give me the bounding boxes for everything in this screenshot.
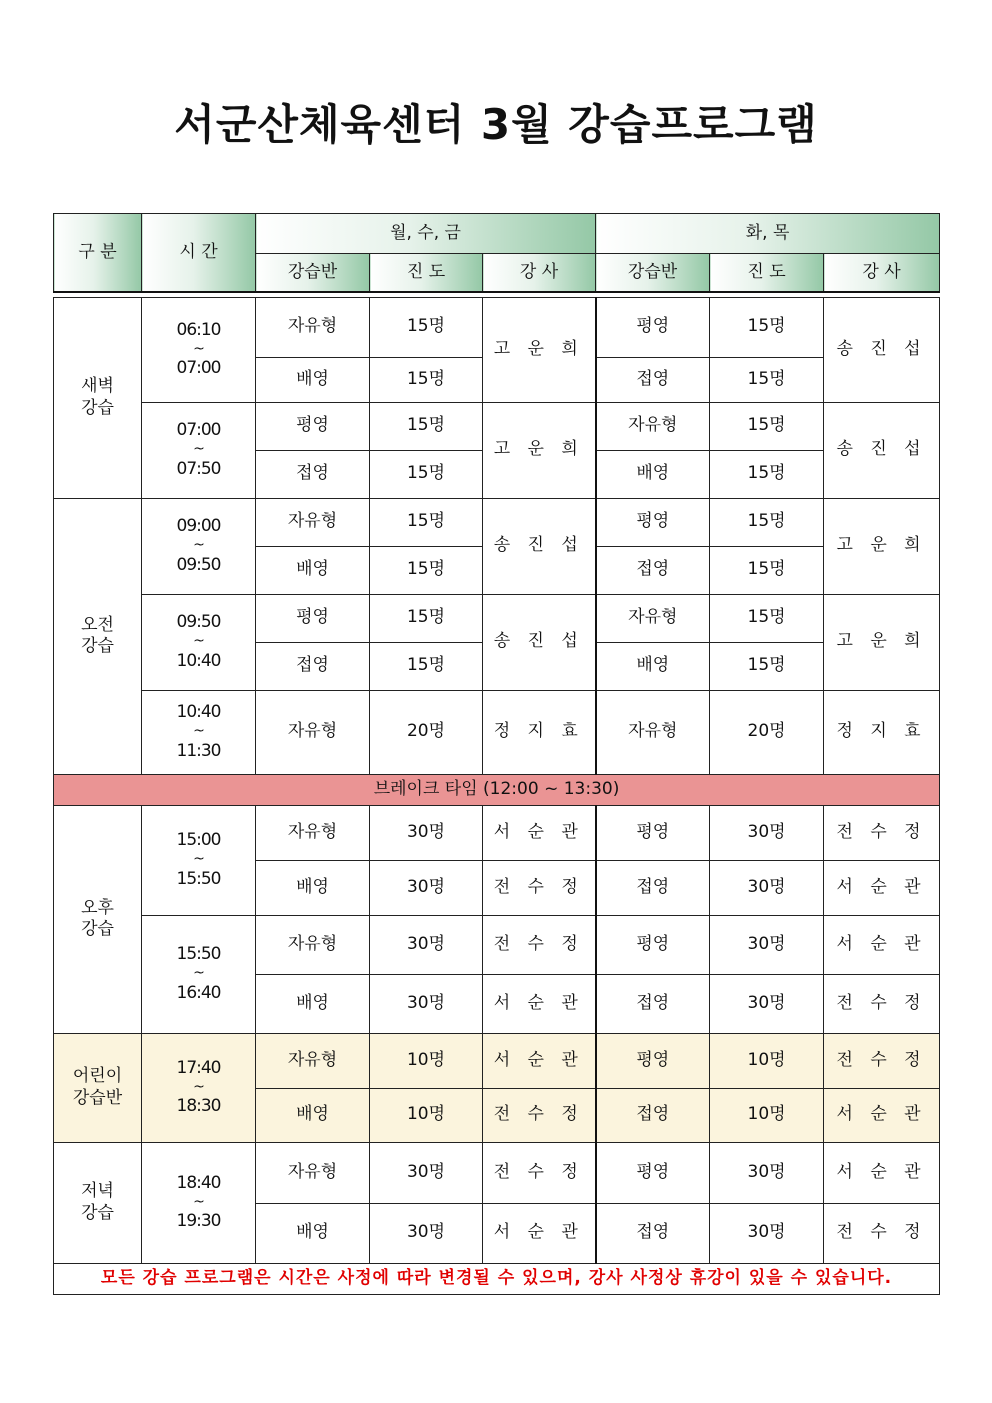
tt-class: 배영 <box>596 642 710 690</box>
tt-count: 30명 <box>710 974 824 1033</box>
header-group-tt: 화, 목 <box>596 214 940 254</box>
mwf-count: 15명 <box>370 642 483 690</box>
header-mwf-class: 강습반 <box>256 254 370 292</box>
mwf-count: 20명 <box>370 690 483 774</box>
mwf-count: 15명 <box>370 498 483 546</box>
tt-instructor: 전 수 정 <box>824 1033 940 1088</box>
mwf-class: 배영 <box>256 546 370 594</box>
mwf-instructor: 송 진 섭 <box>483 498 596 594</box>
mwf-instructor: 고 운 희 <box>483 402 596 498</box>
header-tt-progress: 진 도 <box>710 254 824 292</box>
tt-instructor: 전 수 정 <box>824 1203 940 1263</box>
mwf-instructor: 서 순 관 <box>483 974 596 1033</box>
mwf-class: 배영 <box>256 357 370 402</box>
table-row <box>54 297 940 357</box>
tt-class: 자유형 <box>596 690 710 774</box>
tt-class: 접영 <box>596 546 710 594</box>
tt-count: 15명 <box>710 546 824 594</box>
tt-instructor: 전 수 정 <box>824 974 940 1033</box>
notice-text: 모든 강습 프로그램은 시간은 사정에 따라 변경될 수 있으며, 강사 사정상 휴강이 있을 수 있습니다. <box>54 1263 940 1294</box>
mwf-count: 15명 <box>370 297 483 357</box>
schedule-table <box>53 213 940 1295</box>
tt-instructor: 서 순 관 <box>824 1142 940 1203</box>
mwf-class: 자유형 <box>256 805 370 860</box>
tt-class: 접영 <box>596 974 710 1033</box>
mwf-instructor: 전 수 정 <box>483 860 596 915</box>
mwf-class: 배영 <box>256 1088 370 1142</box>
mwf-instructor: 서 순 관 <box>483 1033 596 1088</box>
header-mwf-progress: 진 도 <box>370 254 483 292</box>
tt-count: 30명 <box>710 1142 824 1203</box>
slot-time: 09:50 ~ 10:40 <box>142 594 256 690</box>
tt-instructor: 전 수 정 <box>824 805 940 860</box>
mwf-count: 10명 <box>370 1033 483 1088</box>
header-row <box>54 214 940 254</box>
tt-instructor: 서 순 관 <box>824 860 940 915</box>
table-row <box>54 690 940 774</box>
tt-instructor: 고 운 희 <box>824 594 940 690</box>
mwf-instructor: 전 수 정 <box>483 1142 596 1203</box>
mwf-class: 자유형 <box>256 915 370 974</box>
table-row <box>54 594 940 642</box>
mwf-class: 접영 <box>256 642 370 690</box>
mwf-count: 30명 <box>370 805 483 860</box>
tt-class: 접영 <box>596 1203 710 1263</box>
tt-count: 30명 <box>710 915 824 974</box>
tt-class: 평영 <box>596 1142 710 1203</box>
table-row <box>54 1033 940 1088</box>
tt-instructor: 송 진 섭 <box>824 297 940 402</box>
tt-class: 자유형 <box>596 594 710 642</box>
slot-time: 09:00 ~ 09:50 <box>142 498 256 594</box>
mwf-count: 15명 <box>370 450 483 498</box>
tt-count: 30명 <box>710 1203 824 1263</box>
slot-time: 17:40 ~ 18:30 <box>142 1033 256 1142</box>
mwf-class: 배영 <box>256 1203 370 1263</box>
mwf-count: 15명 <box>370 594 483 642</box>
mwf-class: 평영 <box>256 594 370 642</box>
mwf-count: 30명 <box>370 1142 483 1203</box>
header-group-mwf: 월, 수, 금 <box>256 214 596 254</box>
mwf-instructor: 서 순 관 <box>483 805 596 860</box>
tt-class: 평영 <box>596 297 710 357</box>
mwf-count: 30명 <box>370 1203 483 1263</box>
header-mwf-instructor: 강 사 <box>483 254 596 292</box>
tt-count: 15명 <box>710 297 824 357</box>
break-row <box>54 774 940 805</box>
tt-instructor: 고 운 희 <box>824 498 940 594</box>
tt-count: 15명 <box>710 642 824 690</box>
tt-count: 15명 <box>710 357 824 402</box>
slot-time: 06:10 ~ 07:00 <box>142 297 256 402</box>
mwf-class: 배영 <box>256 974 370 1033</box>
section-kids: 어린이 강습반 <box>54 1033 142 1142</box>
mwf-instructor: 정 지 효 <box>483 690 596 774</box>
mwf-count: 15명 <box>370 546 483 594</box>
mwf-class: 자유형 <box>256 1142 370 1203</box>
mwf-instructor: 송 진 섭 <box>483 594 596 690</box>
tt-instructor: 정 지 효 <box>824 690 940 774</box>
notice-row <box>54 1263 940 1294</box>
tt-class: 평영 <box>596 915 710 974</box>
header-tt-class: 강습반 <box>596 254 710 292</box>
tt-instructor: 서 순 관 <box>824 1088 940 1142</box>
table-row <box>54 1142 940 1203</box>
tt-class: 배영 <box>596 450 710 498</box>
table-row <box>54 498 940 546</box>
section-dawn: 새벽 강습 <box>54 297 142 498</box>
slot-time: 18:40 ~ 19:30 <box>142 1142 256 1263</box>
header-category: 구 분 <box>54 214 142 292</box>
tt-class: 접영 <box>596 860 710 915</box>
tt-count: 10명 <box>710 1088 824 1142</box>
mwf-instructor: 서 순 관 <box>483 1203 596 1263</box>
tt-count: 15명 <box>710 498 824 546</box>
tt-class: 접영 <box>596 357 710 402</box>
slot-time: 15:50 ~ 16:40 <box>142 915 256 1033</box>
tt-class: 평영 <box>596 1033 710 1088</box>
header-tt-instructor: 강 사 <box>824 254 940 292</box>
tt-count: 20명 <box>710 690 824 774</box>
mwf-class: 자유형 <box>256 498 370 546</box>
section-evening: 저녁 강습 <box>54 1142 142 1263</box>
mwf-class: 접영 <box>256 450 370 498</box>
tt-instructor: 송 진 섭 <box>824 402 940 498</box>
tt-count: 15명 <box>710 402 824 450</box>
tt-count: 30명 <box>710 860 824 915</box>
mwf-count: 15명 <box>370 357 483 402</box>
mwf-count: 30명 <box>370 974 483 1033</box>
table-row <box>54 915 940 974</box>
mwf-count: 15명 <box>370 402 483 450</box>
section-morning: 오전 강습 <box>54 498 142 774</box>
mwf-class: 자유형 <box>256 297 370 357</box>
tt-class: 평영 <box>596 805 710 860</box>
tt-count: 10명 <box>710 1033 824 1088</box>
tt-count: 15명 <box>710 450 824 498</box>
mwf-instructor: 전 수 정 <box>483 915 596 974</box>
table-row <box>54 402 940 450</box>
page-title: 서군산체육센터 3월 강습프로그램 <box>174 100 818 149</box>
mwf-instructor: 전 수 정 <box>483 1088 596 1142</box>
header-time: 시 간 <box>142 214 256 292</box>
mwf-instructor: 고 운 희 <box>483 297 596 402</box>
table-row <box>54 805 940 860</box>
mwf-count: 10명 <box>370 1088 483 1142</box>
mwf-count: 30명 <box>370 915 483 974</box>
tt-class: 자유형 <box>596 402 710 450</box>
slot-time: 10:40 ~ 11:30 <box>142 690 256 774</box>
tt-class: 평영 <box>596 498 710 546</box>
mwf-class: 배영 <box>256 860 370 915</box>
mwf-count: 30명 <box>370 860 483 915</box>
mwf-class: 평영 <box>256 402 370 450</box>
slot-time: 15:00 ~ 15:50 <box>142 805 256 915</box>
tt-count: 30명 <box>710 805 824 860</box>
tt-count: 15명 <box>710 594 824 642</box>
mwf-class: 자유형 <box>256 1033 370 1088</box>
tt-class: 접영 <box>596 1088 710 1142</box>
slot-time: 07:00 ~ 07:50 <box>142 402 256 498</box>
mwf-class: 자유형 <box>256 690 370 774</box>
tt-instructor: 서 순 관 <box>824 915 940 974</box>
section-afternoon: 오후 강습 <box>54 805 142 1033</box>
break-time: 브레이크 타임 (12:00 ~ 13:30) <box>54 774 940 805</box>
